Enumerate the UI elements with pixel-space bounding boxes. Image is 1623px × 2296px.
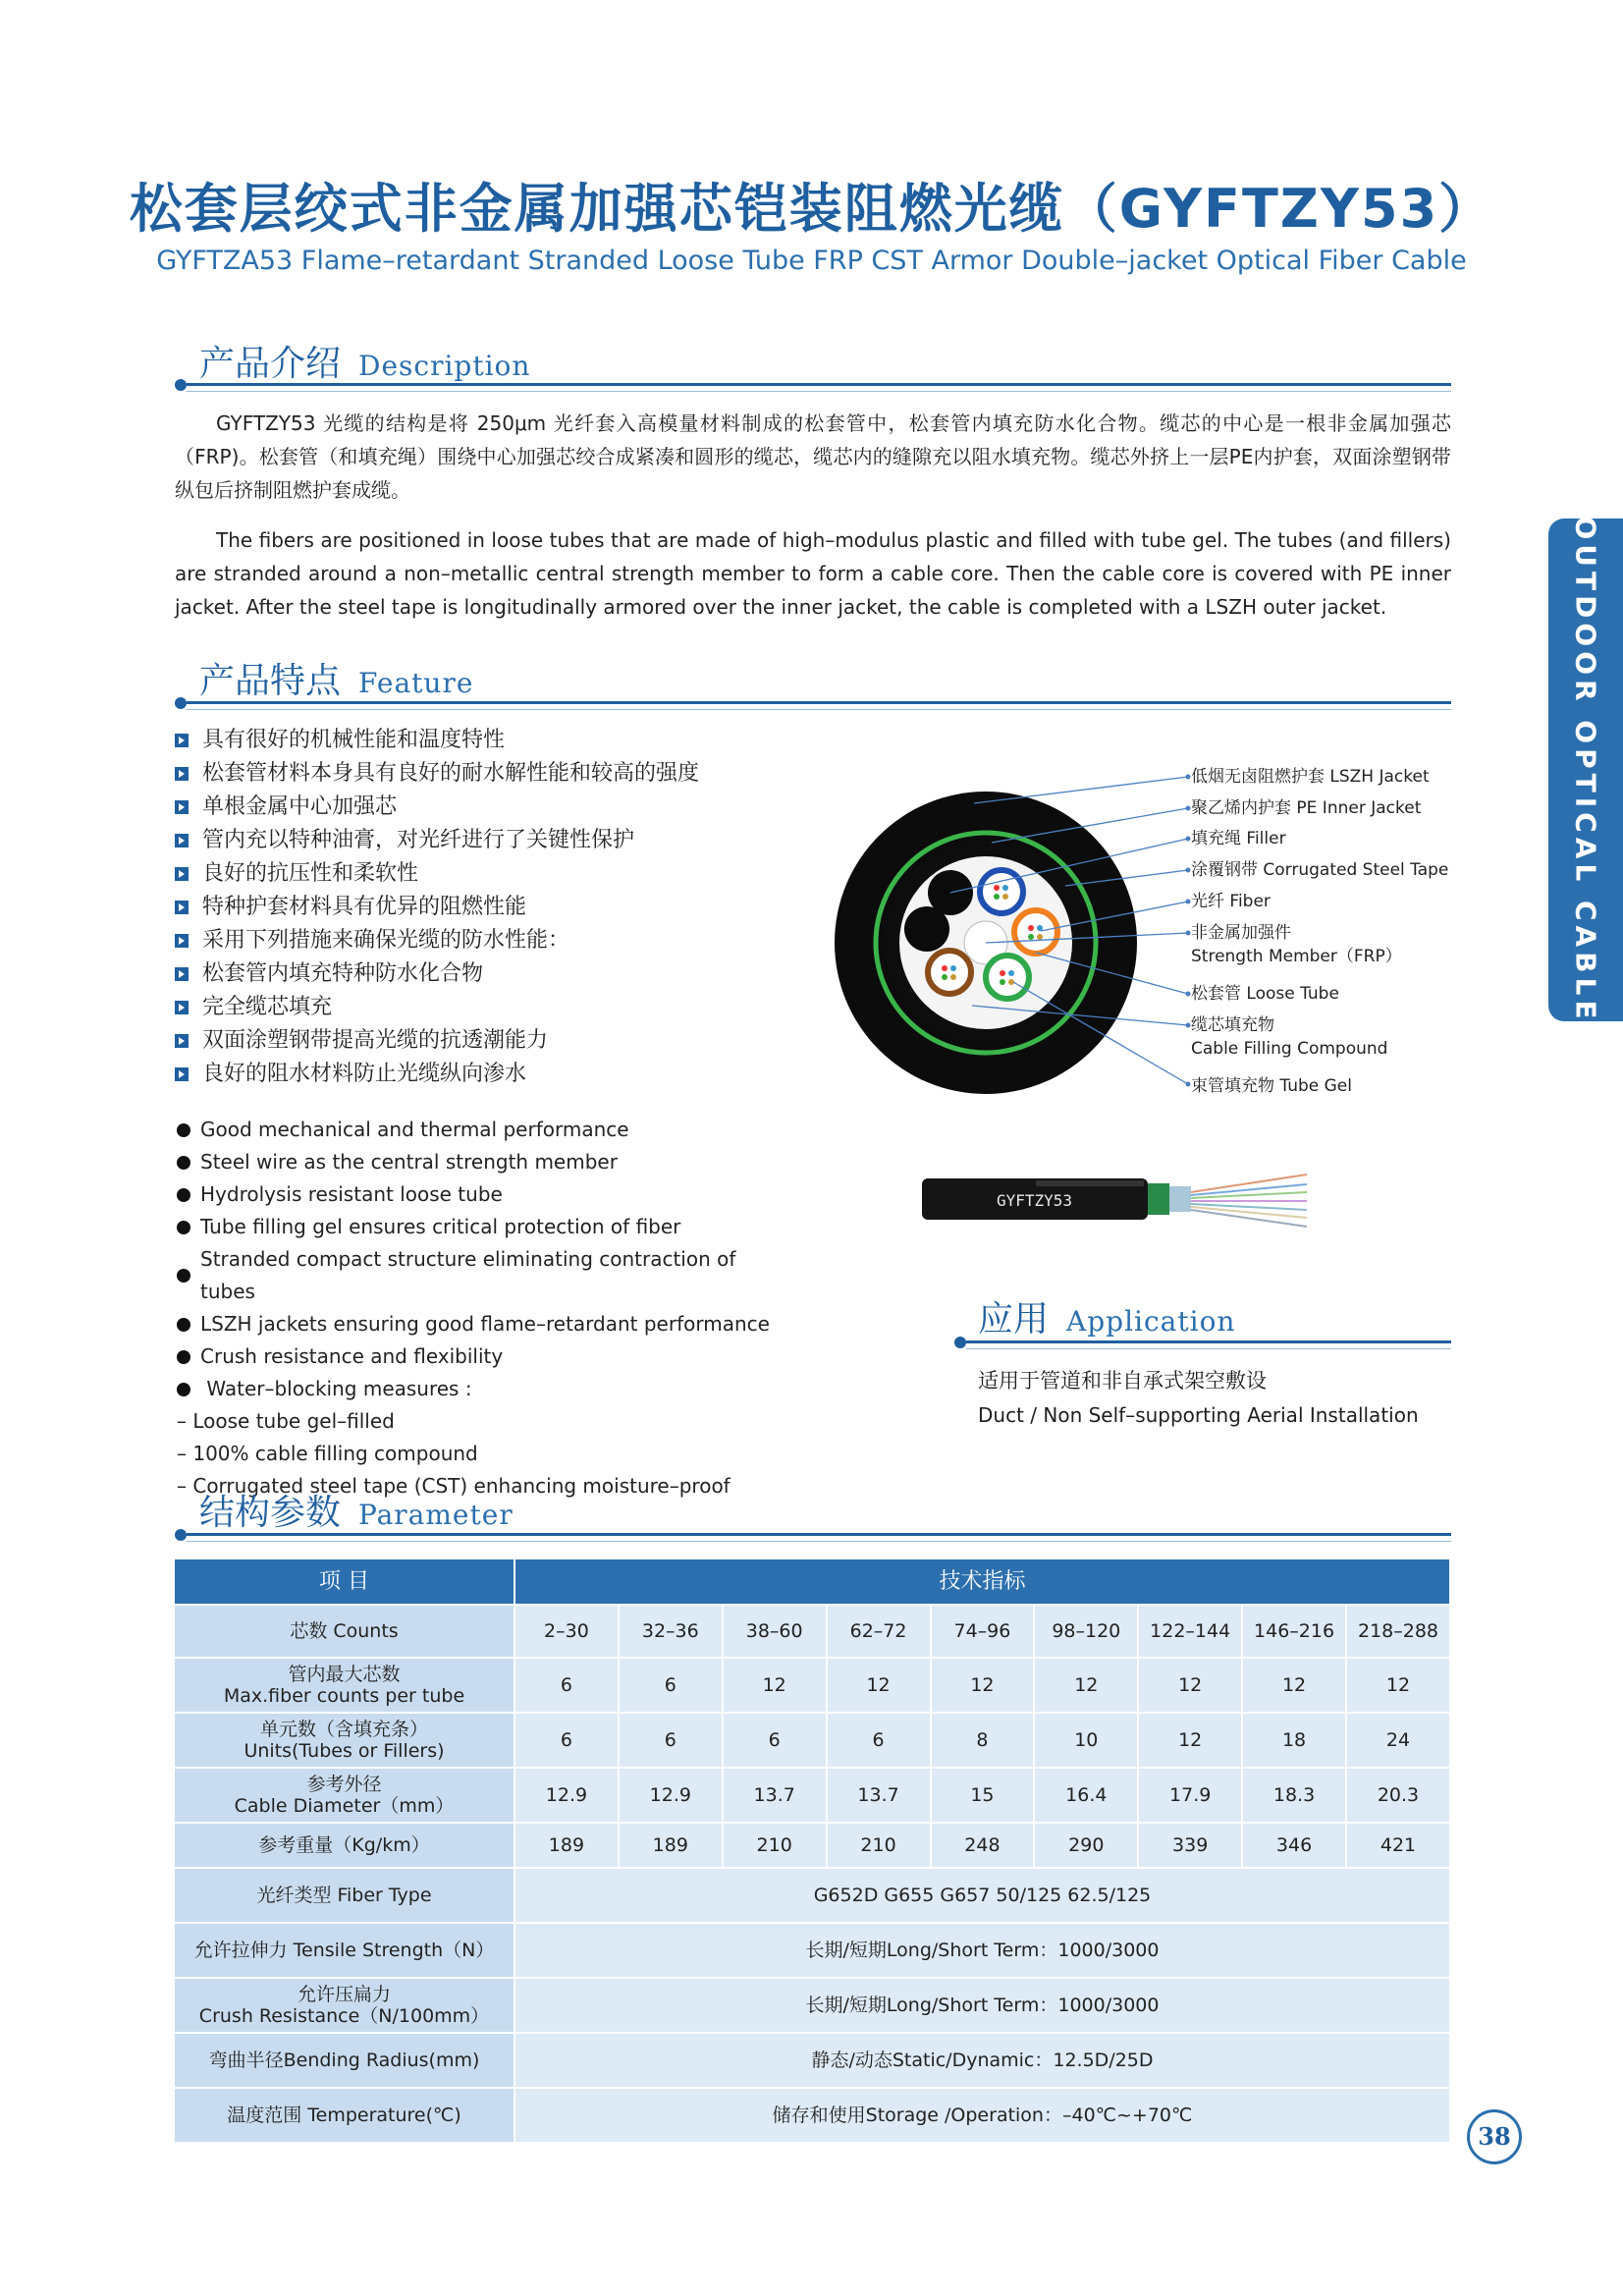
feature-list-cn: [175, 724, 764, 1091]
dot-bullet-icon: [177, 1318, 190, 1332]
feature-item-cn: 松套管材料本身具有良好的耐水解性能和较高的强度: [175, 757, 764, 791]
table-cell: 421: [1347, 1824, 1449, 1867]
diagram-label-pe-inner-jacket: 聚乙烯内护套 PE Inner Jacket: [1191, 798, 1422, 818]
arrow-bullet-icon: [175, 901, 189, 914]
table-cell: 146–216: [1243, 1606, 1345, 1657]
table-cell: 218–288: [1347, 1606, 1449, 1657]
description-heading: [199, 336, 530, 386]
application-heading: [978, 1291, 1235, 1341]
side-category-tab: [1548, 516, 1623, 1024]
feature-item-en: Steel wire as the central strength member: [177, 1146, 785, 1178]
table-cell: 18: [1243, 1714, 1345, 1767]
application-text-en: Duct / Non Self–supporting Aerial Installation: [978, 1403, 1419, 1427]
heading-rule-thin: [187, 391, 1451, 392]
row-label: 允许压扁力 Crush Resistance（N/100mm）: [175, 1979, 514, 2032]
feature-subitem-en: – Corrugated steel tape (CST) enhancing moisture–proof: [177, 1474, 730, 1498]
page-number: 38: [1467, 2109, 1522, 2164]
table-cell: 38–60: [724, 1606, 826, 1657]
dot-bullet-icon: [177, 1350, 190, 1364]
table-header-row: [175, 1559, 1449, 1604]
application-text-cn: 适用于管道和非自承式架空敷设: [978, 1369, 1267, 1393]
feature-item-cn: 松套管内填充特种防水化合物: [175, 957, 764, 991]
diagram-label-lszh-jacket: 低烟无卤阻燃护套 LSZH Jacket: [1191, 767, 1430, 787]
loose-tube: [980, 870, 1023, 913]
table-row: [175, 2089, 1449, 2142]
table-cell: 17.9: [1139, 1769, 1241, 1822]
table-cell: 24: [1347, 1714, 1449, 1767]
arrow-bullet-icon: [175, 967, 189, 981]
table-cell: 12: [1347, 1659, 1449, 1712]
arrow-bullet-icon: [175, 867, 189, 881]
heading-rule: [187, 1533, 1451, 1536]
feature-subitem-en: – Loose tube gel–filled: [177, 1409, 395, 1433]
feature-item-cn: 良好的阻水材料防止光缆纵向渗水: [175, 1058, 764, 1091]
description-heading-en: Description: [358, 350, 531, 382]
side-tab-label: OUTDOOR OPTICAL CABLE: [1569, 516, 1602, 1024]
heading-rule: [187, 701, 1451, 704]
table-cell: 290: [1035, 1824, 1137, 1867]
heading-rule: [966, 1340, 1451, 1343]
feature-heading: [199, 653, 473, 703]
table-row: [175, 2034, 1449, 2087]
table-cell: 12.9: [620, 1769, 722, 1822]
row-label: 弯曲半径Bending Radius(mm): [175, 2034, 514, 2087]
header-spec: 技术指标: [515, 1559, 1449, 1604]
table-cell: 6: [620, 1659, 722, 1712]
table-row: [175, 1979, 1449, 2032]
cable-side-view-image: [918, 1171, 1311, 1231]
feature-item-cn: 良好的抗压性和柔软性: [175, 857, 764, 891]
table-cell: 210: [828, 1824, 930, 1867]
table-cell-span: 储存和使用Storage /Operation：–40℃~+70℃: [515, 2089, 1449, 2142]
feature-item-en: Tube filling gel ensures critical protection of fiber: [177, 1211, 785, 1243]
feature-item-en: LSZH jackets ensuring good flame–retardant performance: [177, 1308, 785, 1340]
table-cell: 12: [1035, 1659, 1137, 1712]
diagram-label-filler: 填充绳 Filler: [1191, 829, 1286, 848]
diagram-label-tube-gel: 束管填充物 Tube Gel: [1191, 1076, 1352, 1096]
table-row: [175, 1769, 1449, 1822]
table-cell: 6: [828, 1714, 930, 1767]
dot-bullet-icon: [177, 1269, 190, 1283]
heading-dot: [175, 1529, 187, 1541]
feature-item-cn: 管内充以特种油膏，对光纤进行了关键性保护: [175, 824, 764, 857]
table-cell: 20.3: [1347, 1769, 1449, 1822]
table-cell: 13.7: [724, 1769, 826, 1822]
feature-item-cn: 特种护套材料具有优异的阻燃性能: [175, 891, 764, 924]
table-cell: 18.3: [1243, 1769, 1345, 1822]
arrow-bullet-icon: [175, 1001, 189, 1014]
application-heading-cn: 应用: [978, 1299, 1050, 1339]
table-cell: 12: [724, 1659, 826, 1712]
parameter-heading-cn: 结构参数: [199, 1493, 342, 1533]
heading-rule: [187, 383, 1451, 386]
table-cell: 122–144: [1139, 1606, 1241, 1657]
header-item: 项 目: [175, 1559, 514, 1604]
arrow-bullet-icon: [175, 1067, 189, 1081]
heading-dot: [175, 379, 187, 391]
table-cell: 189: [515, 1824, 618, 1867]
feature-item-cn: 采用下列措施来确保光缆的防水性能：: [175, 924, 764, 957]
table-cell: 15: [932, 1769, 1034, 1822]
row-label: 光纤类型 Fiber Type: [175, 1869, 514, 1922]
row-label: 管内最大芯数 Max.fiber counts per tube: [175, 1659, 514, 1712]
parameter-table: [173, 1558, 1451, 2144]
arrow-bullet-icon: [175, 834, 189, 847]
feature-item-cn: 具有很好的机械性能和温度特性: [175, 724, 764, 757]
row-label: 芯数 Counts: [175, 1606, 514, 1657]
arrow-bullet-icon: [175, 1034, 189, 1048]
description-text-cn: GYFTZY53 光缆的结构是将 250μm 光纤套入高模量材料制成的松套管中，松套管内填充防水化合物。缆芯的中心是一根非金属加强芯（FRP)。松套管（和填充绳）围绕中心加强芯绞合成紧凑和圆形的缆芯，缆芯内的缝隙充以阻水填充物。缆芯外挤上一层PE内护套，双面涂塑钢带纵包后挤制阻燃护套成缆。: [175, 411, 1451, 502]
table-cell: 339: [1139, 1824, 1241, 1867]
table-cell: 13.7: [828, 1769, 930, 1822]
row-label: 参考重量（Kg/km）: [175, 1824, 514, 1867]
table-cell: 189: [620, 1824, 722, 1867]
table-cell: 10: [1035, 1714, 1137, 1767]
table-cell: 12: [1243, 1659, 1345, 1712]
dot-bullet-icon: [177, 1188, 190, 1202]
description-heading-cn: 产品介绍: [199, 344, 342, 384]
dot-bullet-icon: [177, 1156, 190, 1170]
loose-tube: [986, 956, 1029, 999]
table-cell: 16.4: [1035, 1769, 1137, 1822]
table-cell-span: 长期/短期Long/Short Term：1000/3000: [515, 1979, 1449, 2032]
heading-dot: [175, 697, 187, 709]
feature-heading-en: Feature: [358, 667, 474, 699]
loose-tube: [1014, 910, 1057, 954]
table-row: [175, 1824, 1449, 1867]
table-cell: 12.9: [515, 1769, 618, 1822]
arrow-bullet-icon: [175, 934, 189, 948]
table-cell: 346: [1243, 1824, 1345, 1867]
heading-rule-thin: [187, 1541, 1451, 1542]
page-title: 松套层绞式非金属加强芯铠装阻燃光缆（GYFTZY53）: [129, 178, 1494, 240]
table-row: [175, 1606, 1449, 1657]
arrow-bullet-icon: [175, 767, 189, 781]
table-cell-span: 静态/动态Static/Dynamic：12.5D/25D: [515, 2034, 1449, 2087]
table-cell: 6: [515, 1714, 618, 1767]
application-heading-en: Application: [1066, 1305, 1236, 1338]
row-label: 允许拉伸力 Tensile Strength（N）: [175, 1924, 514, 1977]
table-cell: 8: [932, 1714, 1034, 1767]
diagram-label-filling-compound: 缆芯填充物 Cable Filling Compound: [1191, 1015, 1388, 1059]
table-cell: 12: [932, 1659, 1034, 1712]
row-label: 单元数（含填充条） Units(Tubes or Fillers): [175, 1714, 514, 1767]
arrow-bullet-icon: [175, 734, 189, 747]
table-cell: 12: [828, 1659, 930, 1712]
table-cell: 248: [932, 1824, 1034, 1867]
table-cell: 6: [515, 1659, 618, 1712]
dot-bullet-icon: [177, 1123, 190, 1137]
table-cell: 62–72: [828, 1606, 930, 1657]
table-cell: 6: [620, 1714, 722, 1767]
row-label: 温度范围 Temperature(℃): [175, 2089, 514, 2142]
table-cell: 98–120: [1035, 1606, 1137, 1657]
dot-bullet-icon: [177, 1383, 190, 1396]
table-cell-span: G652D G655 G657 50/125 62.5/125: [515, 1869, 1449, 1922]
feature-item-cn: 双面涂塑钢带提高光缆的抗透潮能力: [175, 1024, 764, 1058]
heading-dot: [954, 1337, 966, 1348]
feature-item-en: Stranded compact structure eliminating contraction of tubes: [177, 1243, 785, 1308]
parameter-heading-en: Parameter: [358, 1499, 514, 1531]
feature-item-en: Water–blocking measures :: [177, 1373, 785, 1405]
table-cell-span: 长期/短期Long/Short Term：1000/3000: [515, 1924, 1449, 1977]
parameter-heading: [199, 1485, 514, 1535]
feature-item-en: Crush resistance and flexibility: [177, 1340, 785, 1373]
table-row: [175, 1869, 1449, 1922]
diagram-label-loose-tube: 松套管 Loose Tube: [1191, 984, 1339, 1004]
table-row: [175, 1714, 1449, 1767]
diagram-label-fiber: 光纤 Fiber: [1191, 892, 1271, 911]
feature-item-en: Hydrolysis resistant loose tube: [177, 1178, 785, 1211]
cable-print-text: GYFTZY53: [997, 1191, 1073, 1210]
loose-tube: [928, 951, 971, 994]
table-row: [175, 1924, 1449, 1977]
leader-endpoints: [1186, 775, 1191, 1087]
table-row: [175, 1659, 1449, 1712]
diagram-label-strength-member: 非金属加强件 Strength Member（FRP）: [1191, 923, 1402, 966]
table-cell: 12: [1139, 1659, 1241, 1712]
description-text-en: The fibers are positioned in loose tubes that are made of high–modulus plastic and filled with tube gel. The tubes (and fillers) are stranded around a non–metallic central strength member to form a cable core. Then the cable core is covered with PE inner jacket. After the steel tape is longitudinally armored over the inner jacket, the cable is completed with a LSZH outer jacket.: [175, 528, 1451, 619]
heading-rule-thin: [966, 1348, 1451, 1349]
feature-heading-cn: 产品特点: [199, 661, 342, 701]
dot-bullet-icon: [177, 1221, 190, 1234]
filler-rod: [904, 906, 949, 952]
table-cell: 32–36: [620, 1606, 722, 1657]
row-label: 参考外径 Cable Diameter（mm）: [175, 1769, 514, 1822]
heading-rule-thin: [187, 709, 1451, 710]
feature-item-cn: 完全缆芯填充: [175, 991, 764, 1024]
table-cell: 74–96: [932, 1606, 1034, 1657]
table-cell: 210: [724, 1824, 826, 1867]
feature-item-en: Good mechanical and thermal performance: [177, 1114, 785, 1146]
table-cell: 2–30: [515, 1606, 618, 1657]
table-cell: 6: [724, 1714, 826, 1767]
table-cell: 12: [1139, 1714, 1241, 1767]
feature-item-cn: 单根金属中心加强芯: [175, 791, 764, 824]
page-subtitle: GYFTZA53 Flame–retardant Stranded Loose Tube FRP CST Armor Double–jacket Optical Fiber Cable: [156, 246, 1467, 276]
feature-subitem-en: – 100% cable filling compound: [177, 1442, 478, 1465]
feature-list-en: [177, 1114, 785, 1503]
diagram-label-steel-tape: 涂覆钢带 Corrugated Steel Tape: [1191, 860, 1449, 880]
arrow-bullet-icon: [175, 800, 189, 814]
